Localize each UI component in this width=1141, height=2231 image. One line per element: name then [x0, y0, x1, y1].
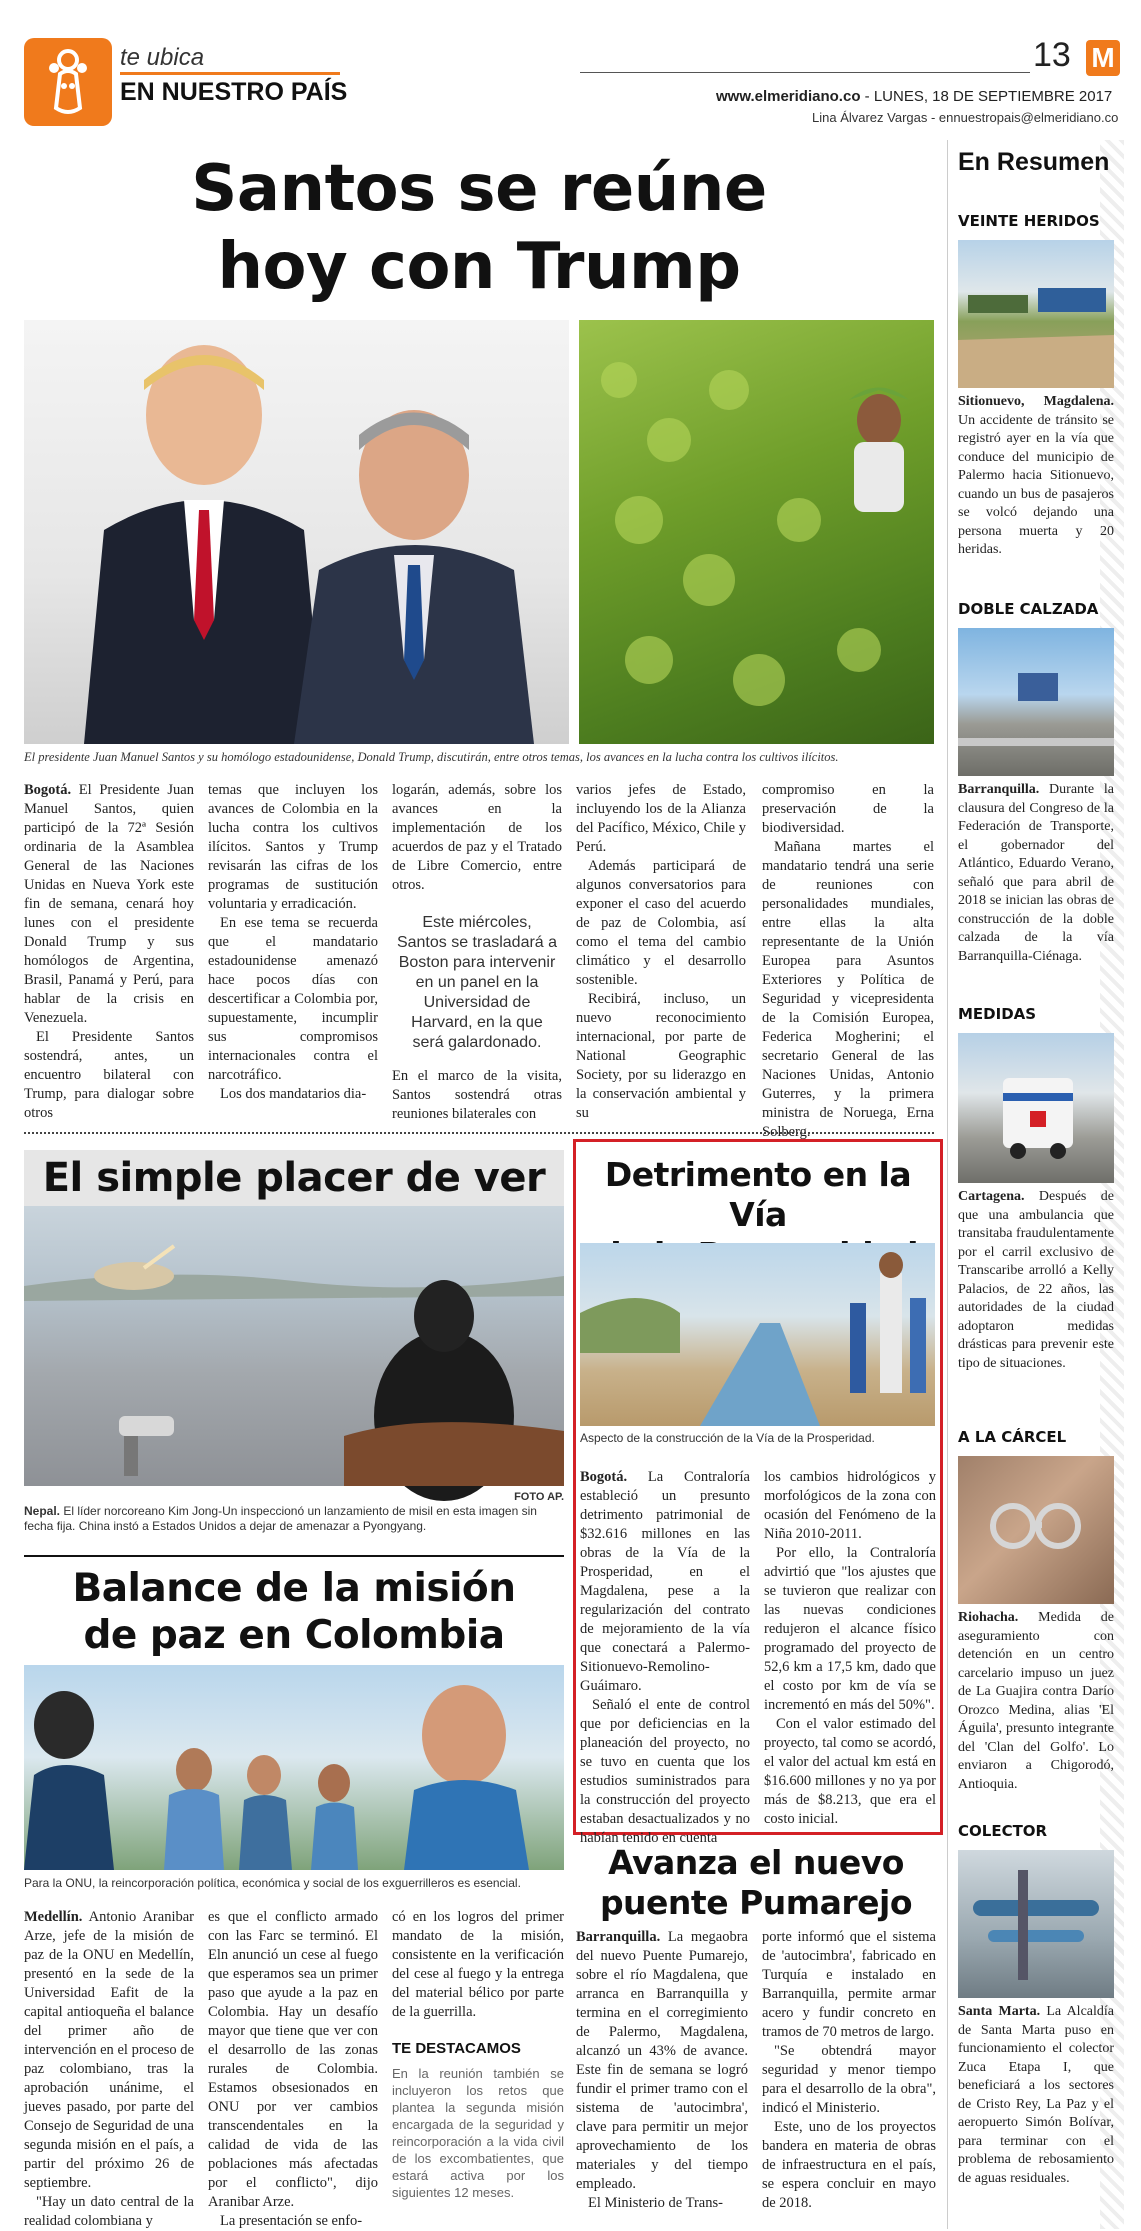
photo-coca-field-art	[579, 320, 934, 744]
sidebar-text-3	[958, 1609, 1114, 1794]
pumarejo-col2-p2: "Se obtendrá mayor seguridad y menor tiempo para el desarrollo de la obra", indicó el Ministerio.	[762, 2043, 936, 2116]
main-col2-p2: En ese tema se recuerda que el mandatario estadounidense amenazó hace pocos días con descertificar a Colombia por, supuestamente, incumplir sus compromisos internacionales contra el narcotráfico.	[208, 915, 378, 1083]
main-col4-p1: varios jefes de Estado, incluyendo los de la Alianza del Pacífico, México, Chile y Perú.	[576, 782, 746, 855]
header-top-rule	[580, 72, 1030, 73]
section-small-title: te ubica	[120, 44, 205, 71]
placer-caption-lead: Nepal.	[24, 1504, 61, 1518]
main-headline	[24, 150, 934, 306]
mision-col1-p1: Antonio Aranibar Arze, jefe de la misión de paz de la ONU en Medellín, presentó en la sede de la Universidad Eafit de la capital antioqueña el balance del primer año de intervención en el proceso de paz colombiano, tras la aprobación unánime, el jueves pasado, por parte del Consejo de Seguridad de una segunda misión en el país, a partir del próximo 26 de septiembre.	[24, 1909, 194, 2191]
detrimento-col1-lead: Bogotá.	[580, 1469, 628, 1485]
detrimento-col2-p3: Con el valor estimado del proyecto, tal como se acordó, el valor del actual km está en $16.600 millones y no ya por más de $8.213, que era el costo inicial.	[764, 1716, 936, 1827]
sidebar-body-1: Durante la clausura del Congreso de la Federación de Transporte, el gobernador del Atlántico, Eduardo Verano, señaló que para abril de 2018 se inician las obras de construcción de la doble calzada de la vía Barranquilla-Ciénaga.	[958, 782, 1114, 964]
photo-mision-onu	[24, 1665, 564, 1870]
sidebar-lead-4: Santa Marta.	[958, 2004, 1041, 2019]
sidebar-lead-0: Sitionuevo, Magdalena.	[958, 394, 1114, 409]
sidebar-lead-3: Riohacha.	[958, 1610, 1019, 1625]
pumarejo-col2-p3: Este, uno de los proyectos bandera en materia de obras de infraestructura en el país, se espera concluir en mayo de 2018.	[762, 2119, 936, 2211]
pumarejo-col1-p2: El Ministerio de Trans-	[588, 2195, 723, 2211]
main-col-1	[24, 781, 194, 1121]
detrimento-col-1	[580, 1468, 750, 1846]
photo-santos-trump-art	[24, 320, 569, 744]
main-col3-p1: logarán, además, sobre los avances en la implementación de los acuerdos de paz y el Tratado de Libre Comercio, entre otros.	[392, 782, 562, 893]
sidebar-title: En Resumen	[958, 148, 1110, 176]
detrimento-col2-p2: Por ello, la Contraloría advirtió que "los ajustes que se tuvieron que realizar con las nuevas condiciones redujeron el alcance físico programado del proyecto de 52,6 km a 17,5 km, dado que el costo por km de vía se incrementó en más del 50%".	[764, 1545, 936, 1713]
placer-caption	[24, 1504, 564, 1534]
sidebar-photo-accident-art	[958, 240, 1114, 388]
sidebar-text-4	[958, 2003, 1114, 2188]
mision-caption: Para la ONU, la reincorporación política, económica y social de los exguerrilleros es esencial.	[24, 1876, 521, 1890]
detrimento-col-2	[764, 1468, 936, 1826]
brand-letter: M	[1091, 42, 1115, 73]
sidebar-lead-1: Barranquilla.	[958, 782, 1040, 797]
sidebar-photo-ambulance-art	[958, 1033, 1114, 1183]
mision-col-1	[24, 1908, 194, 2229]
detrimento-col1-p1: La Contraloría estableció un presunto detrimento patrimonial de $32.616 millones en las obras de la Vía de la Prosperidad, en el Magdalena, pese a la regularización del contrato de mejoramiento de la vía que conectará a Palermo-Sitionuevo-Remolino-Guáimaro.	[580, 1469, 750, 1694]
mision-col2-p1: es que el conflicto armado con las Farc se terminó. El Eln anunció un cese al fuego que esperamos sea un primer paso que ayude a la paz en Colombia. Hay un desafío mayor que tiene que ver con el desarrollo de las zonas rurales de Colombia. Estamos obsesionados en ONU por ver cambios transcendentales en la calidad de vida de las poblaciones más afectadas por el conflicto", dijo Aranibar Arze.	[208, 1909, 378, 2210]
detrimento-col2-p1: los cambios hidrológicos y morfológicos de la zona con ocasión del Fenómeno de la Niña 2010-2011.	[764, 1469, 936, 1542]
pumarejo-col-1	[576, 1928, 748, 2229]
main-col1-lead: Bogotá.	[24, 782, 72, 798]
main-col-3	[392, 781, 562, 1122]
destacamos-text: En la reunión también se incluyeron los retos que plantea la segunda misión encargada de la seguridad y reincorporación a la vida civil de los excombatientes, que estará activa por los siguientes 12 meses.	[392, 2066, 564, 2200]
mascot-icon	[24, 38, 112, 126]
main-col5-p2: Mañana martes el mandatario tendrá una serie de reuniones con personalidades mundiales, entre ellas la alta representante de la Unión Europea para Asuntos Exteriores y Política de Seguridad y vicepresidenta de la Comisión Europea, Federica Mogherini; el secretario General de las Naciones Unidas, Antonio Guterres, y la primera ministra de Noruega, Erna Solberg.	[762, 839, 934, 1140]
sidebar-text-2	[958, 1188, 1114, 1373]
main-headline-line-1: Santos se reúne	[191, 152, 767, 226]
mision-col1-p2: "Hay un dato central de la realidad colombiana y	[24, 2194, 194, 2229]
pumarejo-col-2	[762, 1928, 936, 2229]
issue-date: - LUNES, 18 DE SEPTIEMBRE 2017	[860, 88, 1113, 105]
sidebar-lead-2: Cartagena.	[958, 1189, 1025, 1204]
main-col-5	[762, 781, 934, 1140]
mision-headline	[24, 1565, 564, 1659]
sidebar-body-0: Un accidente de tránsito se registró ayer en la vía que conduce del municipio de Palermo hacia Sitionuevo, cuando un bus de pasajeros se volcó dejando una persona muerta y 20 heridas.	[958, 412, 1114, 557]
section-big-title: EN NUESTRO PAÍS	[120, 78, 348, 106]
mision-headline-line-1: Balance de la misión	[72, 1566, 516, 1611]
site-url[interactable]: www.elmeridiano.co	[716, 88, 861, 105]
sidebar-photo-ambulance	[958, 1033, 1114, 1183]
sidebar-heading-1: DOBLE CALZADA	[958, 600, 1099, 618]
sidebar-divider	[947, 140, 948, 2229]
page-number: 13	[1033, 36, 1071, 74]
sidebar-photo-accident	[958, 240, 1114, 388]
sidebar-text-0	[958, 393, 1114, 560]
mision-col-3	[392, 1908, 564, 2229]
photo-coca-field	[579, 320, 934, 744]
main-col1-p1: El Presidente Juan Manuel Santos, quien participó de la 72ª Sesión ordinaria de la Asamblea General de las Naciones Unidas en Nueva York este fin de semana, cenará hoy lunes con el presidente Donald Trump y sus homólogos de Argentina, Brasil, Panamá y Perú, para hablar de la crisis en Venezuela.	[24, 782, 194, 1026]
pumarejo-headline-line-2: puente Pumarejo	[599, 1883, 913, 1922]
sidebar-heading-0: VEINTE HERIDOS	[958, 212, 1100, 230]
placer-caption-text: El líder norcoreano Kim Jong-Un inspeccionó un lanzamiento de misil en esta imagen sin fecha fija. China instó a Estados Unidos a dejar de amenazar a Pyongyang.	[24, 1504, 537, 1533]
destacamos-title: TE DESTACAMOS	[392, 2040, 521, 2057]
detrimento-col1-p2: Señaló el ente de control que por deficiencias en la planeación del proyecto, no se tuvo en cuenta que los estudios suministrados para la construcción del proyecto estaban desactualizados y no habían tenido en cuenta	[580, 1697, 750, 1846]
main-col-4	[576, 781, 746, 1121]
sidebar-body-2: Después de que una ambulancia que transitaba fraudulentamente por el carril exclusivo de Transcaribe arrolló a Kelly Palacios, de 22 años, las autoridades de la ciudad adoptaron medidas drásticas para prevenir este tipo de situaciones.	[958, 1189, 1114, 1371]
mision-col2-p2: La presentación se enfo-	[220, 2213, 363, 2229]
sidebar-photo-handcuffs	[958, 1456, 1114, 1604]
main-col1-p2: El Presidente Santos sostendrá, antes, un encuentro bilateral con Trump, para dialogar sobre otros	[24, 1029, 194, 1121]
mision-col3-p1: có en los logros del primer mandato de la misión, consistente en la verificación del cese al fuego y la entrega del material bélico por parte de la guerrilla.	[392, 1909, 564, 2020]
main-headline-line-2: hoy con Trump	[217, 230, 741, 304]
main-col2-p1: temas que incluyen los avances de Colombia en la lucha contra los cultivos ilícitos. Santos y Trump revisarán las cifras de los programas de sustitución voluntaria y erradicación.	[208, 782, 378, 912]
mision-col1-lead: Medellín.	[24, 1909, 83, 1925]
sidebar-photo-colector	[958, 1850, 1114, 1998]
detrimento-caption: Aspecto de la construcción de la Vía de la Prosperidad.	[580, 1431, 875, 1445]
byline: Lina Álvarez Vargas - ennuestropais@elmeridiano.co	[812, 110, 1119, 125]
pumarejo-col2-p1: porte informó que el sistema de 'autocimbra', fabricado en Turquía e instalado en Barranquilla, permite armar acero y fundir concreto en tramos de 70 metros de largo.	[762, 1929, 936, 2040]
dateline	[716, 88, 1112, 105]
sidebar-heading-2: MEDIDAS	[958, 1005, 1037, 1023]
brand-badge	[1086, 40, 1120, 76]
pumarejo-headline	[576, 1843, 936, 1923]
main-story-separator	[24, 1132, 934, 1134]
photo-missile-launch-art	[24, 1206, 564, 1486]
main-col3-p2: En el marco de la visita, Santos sostendrá otras reuniones bilaterales con	[392, 1068, 562, 1122]
sidebar-photo-highway-art	[958, 628, 1114, 776]
placer-bottom-rule	[24, 1555, 564, 1557]
main-photo-caption: El presidente Juan Manuel Santos y su homólogo estadounidense, Donald Trump, discutirán, entre otros temas, los avances en la lucha contra los cultivos ilícitos.	[24, 750, 839, 764]
photo-via-prosperidad	[580, 1243, 935, 1426]
main-col4-p2: Además participará de algunos conversatorios para exponer el caso del acuerdo de paz de Colombia, así como el tema del cambio climático y el desarrollo sostenible.	[576, 858, 746, 988]
pumarejo-headline-line-1: Avanza el nuevo	[608, 1843, 904, 1882]
photo-santos-trump	[24, 320, 569, 744]
sidebar-body-3: Medida de aseguramiento con detención en un centro carcelario impuso un juez de La Guajira contra Darío Orozco Medina, alias 'El Águila', presunto integrante del 'Clan del Golfo'. Lo enviaron a Chigorodó, Antioquia.	[958, 1610, 1114, 1792]
photo-mision-onu-art	[24, 1665, 564, 1870]
sidebar-heading-3: A LA CÁRCEL	[958, 1428, 1067, 1446]
mision-col-2	[208, 1908, 378, 2229]
main-col2-p3: Los dos mandatarios dia-	[220, 1086, 367, 1102]
main-pull-quote: Este miércoles, Santos se trasladará a Boston para intervenir en un panel en la Universidad de Harvard, en la que será galardonado.	[396, 914, 558, 1051]
main-col4-p3: Recibirá, incluso, un nuevo reconocimiento internacional, por parte de National Geographic Society, por su liderazgo en la conservación ambiental y su	[576, 991, 746, 1121]
photo-missile-launch	[24, 1206, 564, 1486]
detrimento-headline-line-1: Detrimento en la Vía	[604, 1155, 912, 1234]
main-col5-p1: compromiso en la preservación de la biodiversidad.	[762, 782, 934, 836]
sidebar-body-4: La Alcaldía de Santa Marta puso en funcionamiento el colector Zuca Etapa I, que beneficiará a los sectores de Cristo Rey, La Paz y el aeropuerto Simón Bolívar, para terminar con el problema de rebosamiento de aguas residuales.	[958, 2004, 1114, 2186]
section-title-underline	[120, 72, 340, 75]
mision-headline-line-2: de paz en Colombia	[83, 1613, 505, 1658]
sidebar-text-1	[958, 781, 1114, 966]
photo-via-prosperidad-art	[580, 1243, 935, 1426]
sidebar-heading-4: COLECTOR	[958, 1822, 1048, 1840]
section-logo	[24, 38, 112, 126]
placer-photo-credit: FOTO AP.	[514, 1491, 564, 1503]
sidebar-photo-handcuffs-art	[958, 1456, 1114, 1604]
sidebar-photo-highway	[958, 628, 1114, 776]
placer-headline: El simple placer de ver	[24, 1150, 564, 1206]
pumarejo-col1-p1: La megaobra del nuevo Puente Pumarejo, sobre el río Magdalena, que arranca en Barranquilla y termina en el corregimiento de Palermo, Magdalena, alcanzó un 43% de avance. Este fin de semana se logró fundir el primer tramo con el sistema de 'autocimbra', clave para permitir un mejor aprovechamiento de los materiales y del tiempo empleado.	[576, 1929, 748, 2192]
pumarejo-col1-lead: Barranquilla.	[576, 1929, 661, 1945]
main-col-2	[208, 781, 378, 1102]
sidebar-photo-colector-art	[958, 1850, 1114, 1998]
